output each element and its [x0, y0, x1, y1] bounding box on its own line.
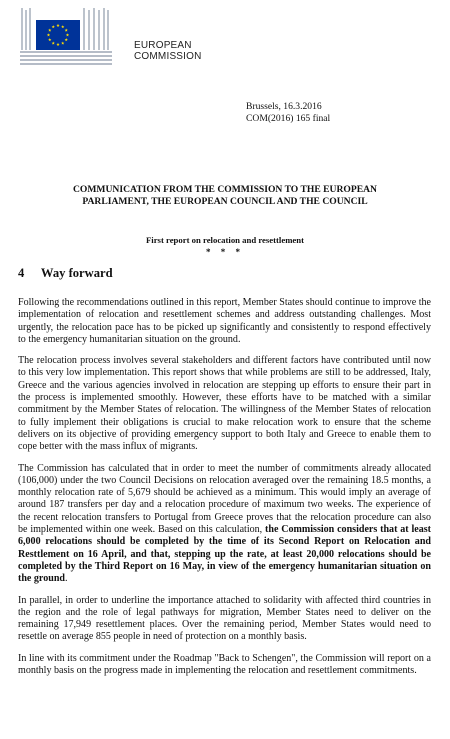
place-date: Brussels, 16.3.2016: [246, 101, 322, 112]
paragraph-3: [18, 463, 431, 586]
report-subtitle: First report on relocation and resettlement: [145, 235, 305, 245]
paragraph-3-end: .: [65, 573, 68, 585]
communication-title-line-1: COMMUNICATION FROM THE COMMISSION TO THE EUROPEAN: [72, 184, 377, 195]
paragraph-3-text: The Commission has calculated that in order to meet the number of commitments already allocated (106,000) under the two Council Decisions on relocation averaged over the remaining 18.5 months, a monthly relocation rate of 5,679 should be achieved as a minimum. This would imply an average of around 187 transfers per day and a relocation procedure of maximum two weeks. The experience of the recent relocation transfers to Portugal from Greece proves that the relocation procedure can also be implemented within one week. Based on this calculation,: [18, 462, 431, 536]
paragraph-4: In parallel, in order to underline the importance attached to solidarity with affected third countries in the region and the role of legal pathways for migration, Member States need to deliver on the remaining 17,949 resettlement places. Over the remaining period, Member States would need to resettle on average 855 people in need of protection on a monthly basis.: [18, 594, 431, 643]
section-heading: [18, 266, 113, 281]
document-reference: COM(2016) 165 final: [246, 113, 331, 124]
paragraph-5: In line with its commitment under the Roadmap "Back to Schengen", the Commission will report on a monthly basis on the progress made in implementing the relocation and resettlement commitments.: [18, 652, 431, 677]
section-number: 4: [18, 266, 25, 280]
body-text: [18, 297, 431, 686]
document-meta: [246, 101, 330, 125]
org-line-2: COMMISSION: [134, 51, 202, 62]
separator-stars: * * *: [206, 247, 244, 257]
european-commission-logo: [16, 6, 202, 66]
organization-name: [134, 40, 202, 62]
section-title: Way forward: [40, 266, 113, 280]
paragraph-3-emphasis: the Commission considers that at least 6,000 relocations should be completed by the time of its Second Report on Relocation and Resttlement on 16 April, and that, stepping up the rate, at least 20,000 relocations should be completed by the Third Report on 16 May, in view of the emergency humanitarian situation on the ground: [18, 524, 431, 585]
paragraph-1: Following the recommendations outlined in this report, Member States should continue to improve the implementation of relocation and resettlement schemes and address outstanding challenges. Most urgently, the relocation pace has to be picked up significantly and consistently to respond effectively to the emergency humanitarian situation on the ground.: [18, 297, 431, 345]
communication-title-line-2: PARLIAMENT, THE EUROPEAN COUNCIL AND THE COUNCIL: [82, 196, 368, 207]
eu-emblem-icon: [16, 6, 116, 66]
org-line-1: EUROPEAN: [134, 40, 192, 51]
paragraph-2: The relocation process involves several stakeholders and different factors have contributed until now to this very low implementation. This report shows that while problems are still to be addressed, Italy, Greece and the various agencies involved in relocation are stepping up efforts to ensure their part in the process is implemented smoothly. However, these efforts have to be matched with a similar commitment by the Member States of relocation. The willingness of the Member States of relocation to fully implement their obligations is crucial to make relocation work to ensure that the scheme delivers on its objective of providing emergency support to both Italy and Greece to enable them to cope better with the mass influx of migrants.: [18, 355, 431, 453]
communication-title: [20, 184, 430, 208]
